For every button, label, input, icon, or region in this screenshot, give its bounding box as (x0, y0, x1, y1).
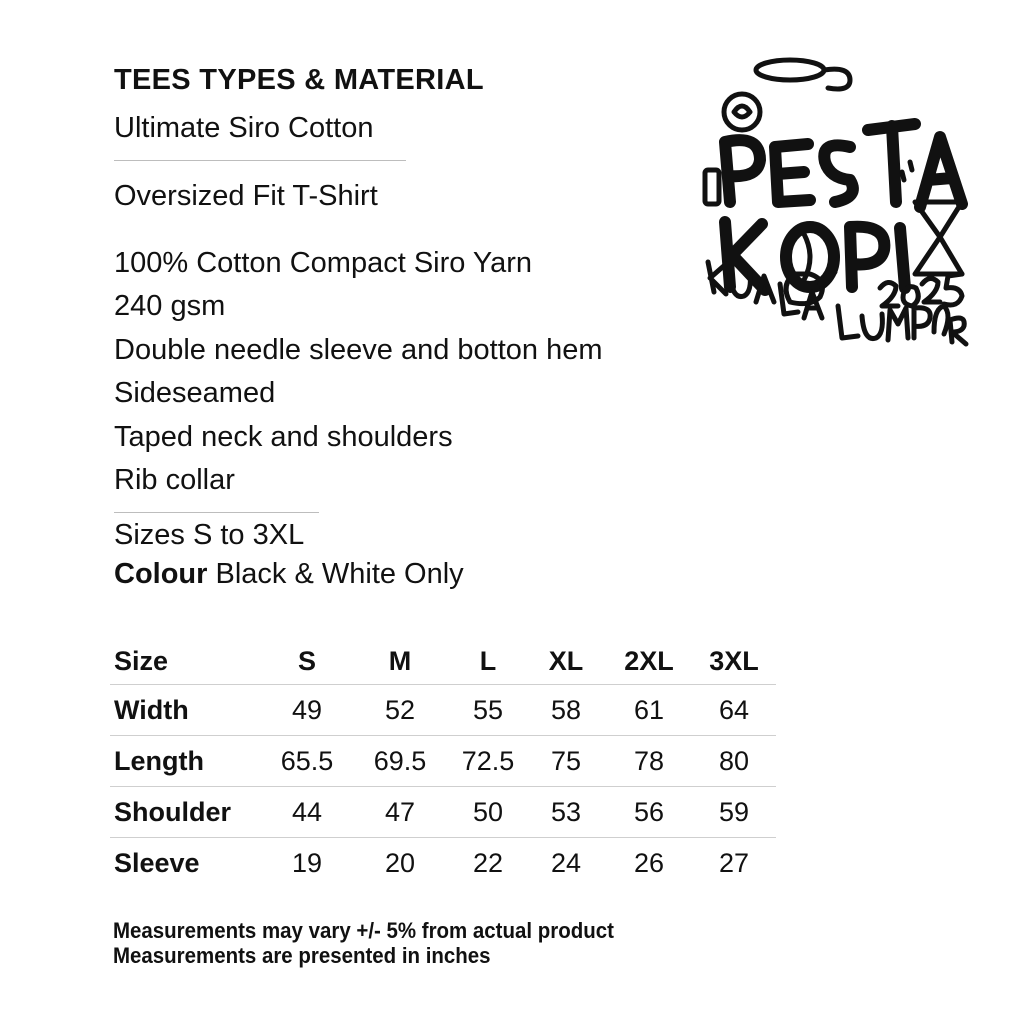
table-cell: 56 (606, 787, 692, 838)
header-cell: 3XL (709, 645, 759, 676)
header-cell: XL (548, 645, 584, 676)
table-cell: 26 (606, 838, 692, 889)
table-row (110, 838, 776, 889)
row-label: Sleeve (110, 838, 264, 889)
size-chart-table (110, 638, 776, 888)
table-cell: 24 (526, 838, 606, 889)
table-cell: 49 (264, 685, 350, 736)
table-header-row (110, 638, 776, 685)
measurement-note: Measurements are presented in inches (113, 943, 491, 968)
table-cell: 19 (264, 838, 350, 889)
table-cell: 55 (450, 685, 526, 736)
section-heading: TEES TYPES & MATERIAL (114, 64, 484, 96)
colour-value: Black & White Only (215, 558, 464, 590)
table-cell: 61 (606, 685, 692, 736)
table-cell: 53 (526, 787, 606, 838)
header-cell: M (388, 645, 412, 676)
table-row (110, 787, 776, 838)
table-cell: 52 (350, 685, 450, 736)
table-cell: 65.5 (264, 736, 350, 787)
header-cell: S (297, 645, 316, 676)
header-cell: 2XL (624, 645, 674, 676)
table-cell: 59 (692, 787, 776, 838)
header-cell: L (479, 645, 497, 676)
row-label: Shoulder (110, 787, 264, 838)
table-cell: 72.5 (450, 736, 526, 787)
divider (114, 512, 319, 513)
table-cell: 44 (264, 787, 350, 838)
table-cell: 80 (692, 736, 776, 787)
feature-item: Rib collar (114, 464, 235, 496)
table-cell: 50 (450, 787, 526, 838)
table-cell: 75 (526, 736, 606, 787)
table-cell: 27 (692, 838, 776, 889)
sizes-range: Sizes S to 3XL (114, 519, 305, 551)
table-cell: 22 (450, 838, 526, 889)
row-label: Width (110, 685, 264, 736)
fit-type: Oversized Fit T-Shirt (114, 180, 378, 212)
table-cell: 69.5 (350, 736, 450, 787)
table-cell: 20 (350, 838, 450, 889)
table-cell: 58 (526, 685, 606, 736)
feature-item: 100% Cotton Compact Siro Yarn (114, 247, 533, 279)
feature-item: 240 gsm (114, 290, 226, 322)
table-cell: 64 (692, 685, 776, 736)
divider (114, 160, 406, 161)
feature-item: Sideseamed (114, 377, 276, 409)
colour-info (114, 558, 464, 591)
feature-item: Double needle sleeve and botton hem (114, 334, 603, 366)
colour-label: Colour (114, 558, 208, 590)
header-cell: Size (114, 645, 169, 676)
table-row (110, 685, 776, 736)
table-row (110, 736, 776, 787)
table-cell: 47 (350, 787, 450, 838)
feature-item: Taped neck and shoulders (114, 421, 453, 453)
pesta-kopi-logo-icon (700, 52, 985, 347)
measurement-note: Measurements may vary +/- 5% from actual product (113, 918, 614, 943)
row-label: Length (110, 736, 264, 787)
material-name: Ultimate Siro Cotton (114, 112, 374, 144)
table-cell: 78 (606, 736, 692, 787)
